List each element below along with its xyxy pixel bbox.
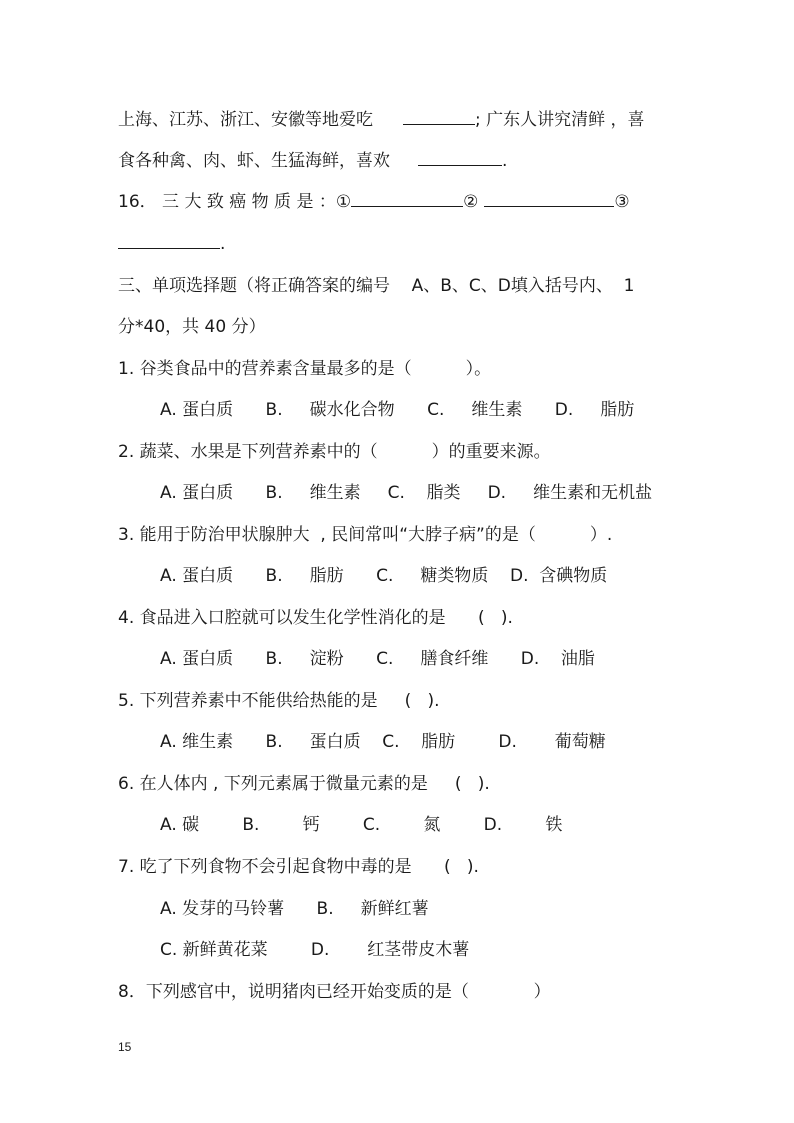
question-7-options-row2: C. 新鲜黄花菜 D. 红茎带皮木薯 (160, 940, 470, 960)
q16-mark-1: ① (335, 192, 352, 212)
question-3-options: A. 蛋白质 B. 脂肪 C. 糖类物质 D. 含碘物质 (160, 566, 608, 586)
question-4-options: A. 蛋白质 B. 淀粉 C. 膳食纤维 D. 油脂 (160, 649, 595, 669)
q16-label: 16． 三 大 致 癌 物 质 是 ： (118, 192, 336, 212)
q15-blank-1 (403, 108, 475, 125)
q15-line1 (118, 108, 645, 132)
q15-text-c: 食各种禽、肉、虾、生猛海鲜，喜欢 (118, 151, 390, 171)
question-7-stem: 7. 吃了下列食物不会引起食物中毒的是 ( ). (118, 857, 479, 877)
q15-line2 (118, 149, 507, 173)
question-2-options: A. 蛋白质 B. 维生素 C. 脂类 D. 维生素和无机盐 (160, 483, 653, 503)
q15-text-b: ; 广东人讲究清鲜 ，喜 (475, 110, 645, 130)
section3-heading-line2: 分*40，共 40 分） (118, 317, 266, 337)
q16-blank-3 (118, 232, 220, 249)
question-4-stem: 4. 食品进入口腔就可以发生化学性消化的是 ( ). (118, 608, 513, 628)
question-1-stem: 1. 谷类食品中的营养素含量最多的是（ ）。 (118, 359, 492, 379)
question-2-stem: 2. 蔬菜、水果是下列营养素中的（ ）的重要来源。 (118, 442, 551, 462)
question-6-stem: 6. 在人体内 , 下列元素属于微量元素的是 ( ). (118, 774, 490, 794)
question-7-options-row1: A. 发芽的马铃薯 B. 新鲜红薯 (160, 899, 429, 919)
q15-text-a: 上海、江苏、浙江、安徽等地爱吃 (118, 110, 373, 130)
section3-heading-line1: 三、单项选择题（将正确答案的编号 A、B、C、D填入括号内、 1 (118, 276, 635, 296)
q16-line1 (118, 190, 630, 214)
question-6-options: A. 碳 B. 钙 C. 氮 D. 铁 (160, 815, 563, 835)
q16-line2 (118, 232, 225, 256)
q16-blank-1 (351, 190, 463, 207)
question-3-stem: 3. 能用于防治甲状腺肿大 , 民间常叫“大脖子病”的是（ ）. (118, 525, 613, 545)
question-8-stem: 8．下列感官中，说明猪肉已经开始变质的是（ ） (118, 982, 551, 1002)
question-5-stem: 5. 下列营养素中不能供给热能的是 ( ). (118, 691, 440, 711)
q16-end: . (220, 234, 226, 254)
q16-mark-2: ② (463, 192, 479, 212)
q15-text-d: . (502, 151, 508, 171)
q16-mark-3: ③ (614, 192, 630, 212)
q15-blank-2 (418, 149, 502, 166)
q16-blank-2 (484, 190, 614, 207)
question-5-options: A. 维生素 B. 蛋白质 C. 脂肪 D. 葡萄糖 (160, 732, 606, 752)
page-number: 15 (118, 1040, 132, 1054)
question-1-options: A. 蛋白质 B. 碳水化合物 C. 维生素 D. 脂肪 (160, 400, 635, 420)
